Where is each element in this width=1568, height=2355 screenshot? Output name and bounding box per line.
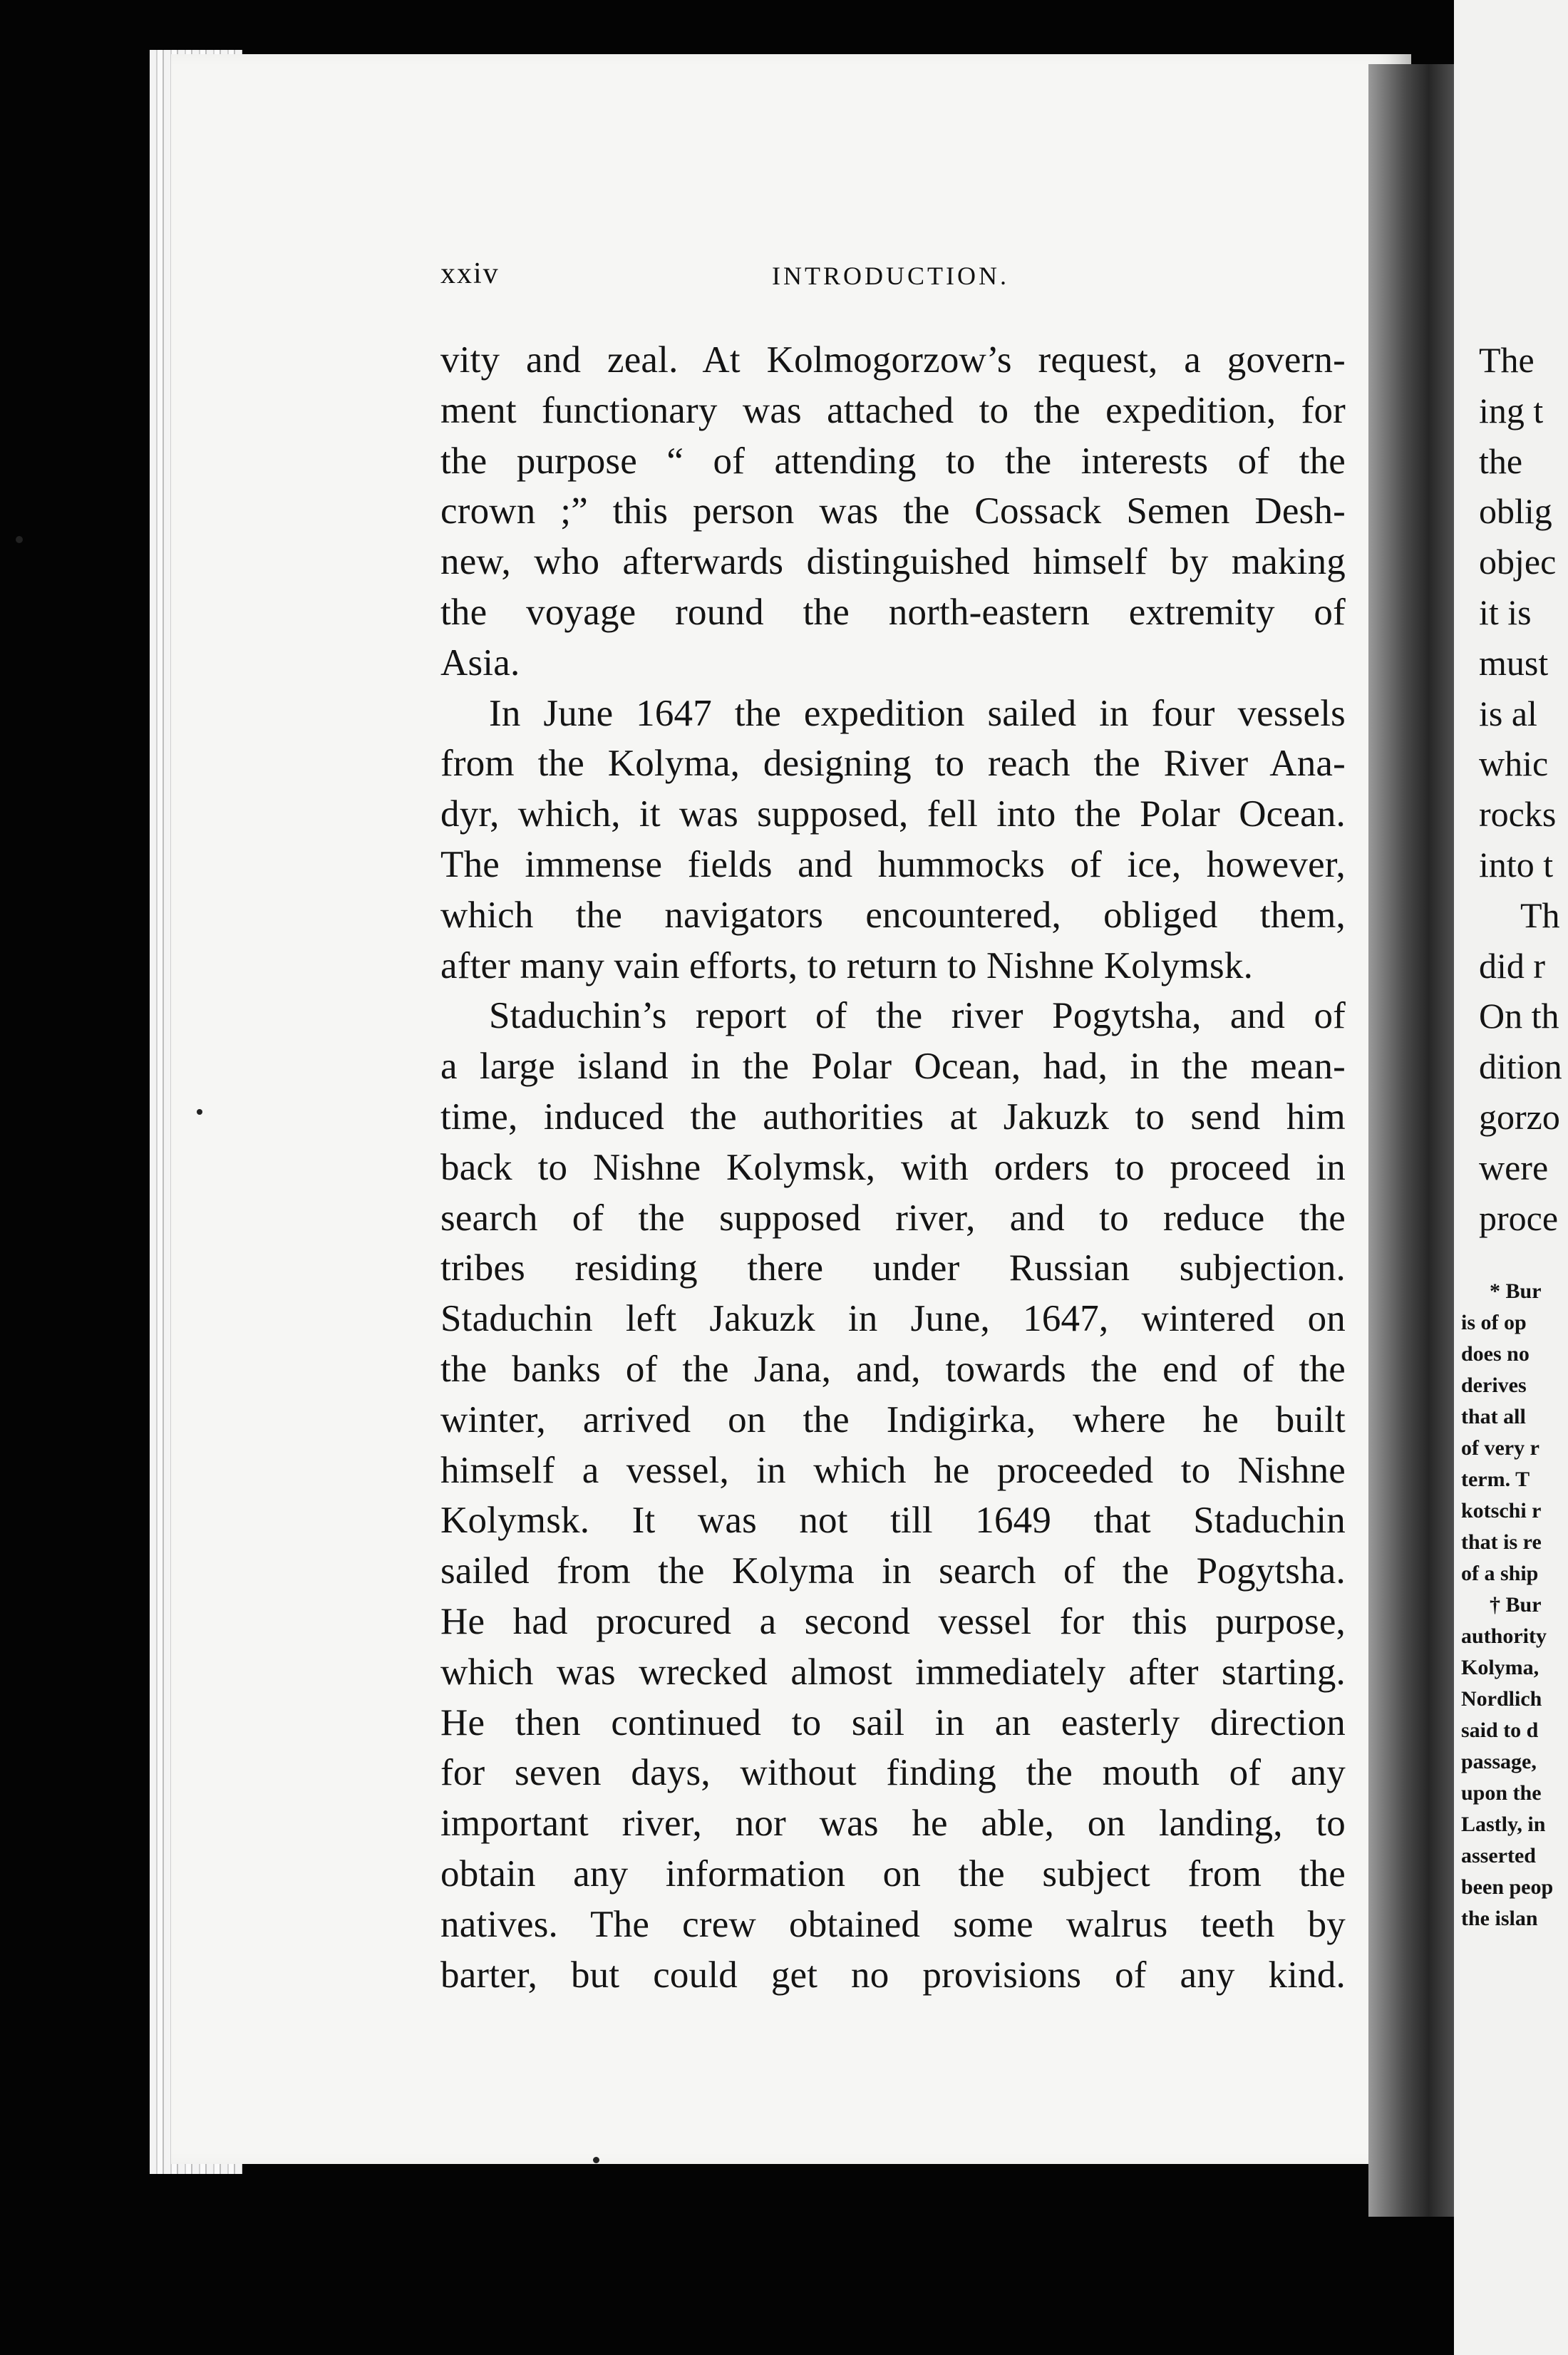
- footnote-line: passage,: [1461, 1750, 1537, 1773]
- footnote-line: that is re: [1461, 1530, 1542, 1554]
- text-line: winter, arrived on the Indigirka, where he built: [440, 1398, 1346, 1441]
- footnote-line: authority: [1461, 1624, 1547, 1648]
- facing-text-line: whic: [1479, 743, 1549, 784]
- facing-text-line: into t: [1479, 844, 1554, 885]
- speck: [16, 536, 23, 543]
- text-line: search of the supposed river, and to reduce the: [440, 1197, 1346, 1239]
- footnote-line: upon the: [1461, 1781, 1542, 1805]
- facing-text-line: On th: [1479, 996, 1559, 1036]
- footnote-line: † Bur: [1490, 1593, 1542, 1617]
- text-line: which was wrecked almost immediately after starting.: [440, 1651, 1346, 1693]
- facing-page-text: [1479, 335, 1568, 1243]
- text-line: new, who afterwards distinguished himself by making: [440, 541, 1346, 583]
- speck: [593, 2157, 599, 2163]
- text-line: Staduchin’s report of the river Pogytsha, and of: [489, 995, 1346, 1037]
- facing-text-line: must: [1479, 642, 1549, 683]
- footnote-line: does no: [1461, 1342, 1530, 1366]
- body-text: [440, 335, 1346, 2000]
- footnote-line: of a ship: [1461, 1562, 1539, 1585]
- facing-text-line: Th: [1520, 895, 1560, 935]
- text-line: Asia.: [440, 641, 520, 684]
- page-number: xxiv: [440, 257, 500, 290]
- facing-text-line: were: [1479, 1147, 1549, 1187]
- footnote-line: derives: [1461, 1374, 1527, 1397]
- running-title: INTRODUCTION.: [772, 262, 1009, 290]
- text-line: sailed from the Kolyma in search of the Pogytsha.: [440, 1550, 1346, 1592]
- text-line: for seven days, without finding the mouth of any: [440, 1752, 1346, 1794]
- text-line: back to Nishne Kolymsk, with orders to proceed in: [440, 1146, 1346, 1188]
- facing-text-line: is al: [1479, 693, 1537, 733]
- text-line: crown ;” this person was the Cossack Semen Desh-: [440, 490, 1346, 532]
- text-line: He had procured a second vessel for this purpose,: [440, 1600, 1346, 1642]
- text-line: dyr, which, it was supposed, fell into the Polar Ocean.: [440, 793, 1346, 835]
- facing-text-line: dition: [1479, 1046, 1562, 1087]
- text-line: Kolymsk. It was not till 1649 that Staduchin: [440, 1500, 1346, 1542]
- running-header: [440, 257, 1346, 299]
- text-line: The immense fields and hummocks of ice, however,: [440, 843, 1346, 885]
- text-line: time, induced the authorities at Jakuzk to send him: [440, 1096, 1346, 1138]
- text-line: after many vain efforts, to return to Nishne Kolymsk.: [440, 944, 1254, 986]
- text-line: obtain any information on the subject from the: [440, 1852, 1346, 1895]
- text-line: himself a vessel, in which he proceeded to Nishne: [440, 1449, 1346, 1491]
- footnote-line: that all: [1461, 1405, 1526, 1428]
- facing-text-line: proce: [1479, 1197, 1559, 1238]
- text-line: important river, nor was he able, on landing, to: [440, 1803, 1346, 1845]
- footnote-line: * Bur: [1490, 1279, 1542, 1303]
- footnote-line: Lastly, in: [1461, 1813, 1546, 1836]
- facing-text-line: oblig: [1479, 491, 1552, 532]
- facing-text-line: rocks: [1479, 794, 1557, 835]
- text-line: ment functionary was attached to the expedition, for: [440, 389, 1346, 431]
- footnote-line: term. T: [1461, 1468, 1530, 1491]
- facing-text-line: the: [1479, 440, 1523, 481]
- footnote-line: asserted: [1461, 1844, 1536, 1867]
- footnote-line: Nordlich: [1461, 1687, 1542, 1711]
- speck: [197, 1109, 202, 1115]
- facing-text-line: gorzo: [1479, 1096, 1560, 1137]
- text-line: which the navigators encountered, obliged them,: [440, 894, 1346, 936]
- text-line: Staduchin left Jakuzk in June, 1647, wintered on: [440, 1298, 1346, 1340]
- footnote-line: Kolyma,: [1461, 1656, 1539, 1679]
- facing-text-line: it is: [1479, 592, 1532, 632]
- facing-text-line: objec: [1479, 542, 1557, 582]
- text-line: tribes residing there under Russian subjection.: [440, 1247, 1346, 1289]
- footnote-line: said to d: [1461, 1718, 1539, 1742]
- facing-text-line: The: [1479, 340, 1535, 380]
- facing-page-footnotes: [1461, 1276, 1568, 1934]
- footnote-line: of very r: [1461, 1436, 1539, 1460]
- text-line: the purpose “ of attending to the interests of the: [440, 440, 1346, 482]
- footnote-line: kotschi r: [1461, 1499, 1542, 1522]
- text-line: a large island in the Polar Ocean, had, in the mean-: [440, 1046, 1346, 1088]
- text-line: vity and zeal. At Kolmogorzow’s request, a govern-: [440, 339, 1346, 381]
- facing-text-line: did r: [1479, 945, 1546, 986]
- footnote-line: is of op: [1461, 1311, 1527, 1334]
- text-line: natives. The crew obtained some walrus teeth by: [440, 1903, 1346, 1945]
- text-line: the voyage round the north-eastern extremity of: [440, 591, 1346, 633]
- text-line: In June 1647 the expedition sailed in four vessels: [489, 692, 1346, 734]
- footnote-line: the islan: [1461, 1907, 1538, 1930]
- text-line: from the Kolyma, designing to reach the River Ana-: [440, 743, 1346, 785]
- text-line: He then continued to sail in an easterly direction: [440, 1701, 1346, 1743]
- footnote-line: been peop: [1461, 1875, 1554, 1899]
- text-line: barter, but could get no provisions of any kind.: [440, 1954, 1346, 1996]
- text-line: the banks of the Jana, and, towards the end of the: [440, 1348, 1346, 1390]
- facing-text-line: ing t: [1479, 390, 1544, 431]
- book-gutter: [1368, 64, 1461, 2217]
